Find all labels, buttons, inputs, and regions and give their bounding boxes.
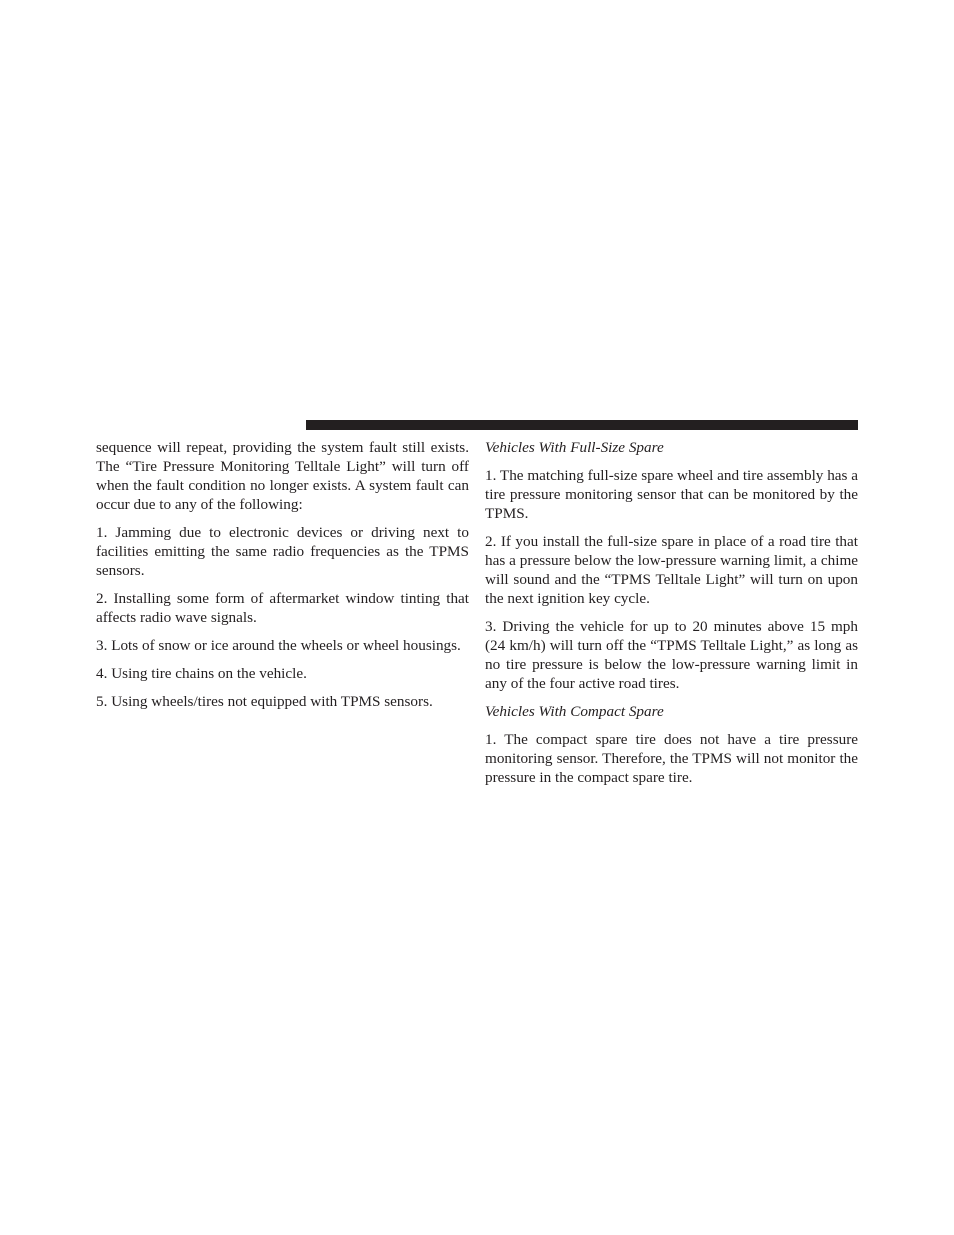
left-column bbox=[96, 438, 469, 720]
list-item-jamming: 1. Jamming due to electronic devices or driving next to facilities emitting the same radio frequencies as the TPMS sensors. bbox=[96, 524, 469, 579]
list-item-driving-telltale-off: 3. Driving the vehicle for up to 20 minutes above 15 mph (24 km/h) will turn off the “TPMS Telltale Light,” as long as no tire pressure is below the low-pressure warning limit in any of the four active road tires. bbox=[485, 618, 858, 692]
paragraph-system-fault: sequence will repeat, providing the system fault still exists. The “Tire Pressure Monitoring Telltale Light” will turn off when the fault condition no longer exists. A system fault can occur due to any of the following: bbox=[96, 439, 469, 513]
list-item-full-size-install: 2. If you install the full-size spare in place of a road tire that has a pressure below the low-pressure warning limit, a chime will sound and the “TPMS Telltale Light” will turn on upon the next ignition key cycle. bbox=[485, 533, 858, 607]
list-item-full-size-sensor: 1. The matching full-size spare wheel and tire assembly has a tire pressure monitoring sensor that can be monitored by the TPMS. bbox=[485, 467, 858, 522]
list-item-window-tinting: 2. Installing some form of aftermarket window tinting that affects radio wave signals. bbox=[96, 590, 469, 626]
section-header-bar bbox=[306, 420, 858, 430]
right-column bbox=[485, 438, 858, 796]
heading-full-size-spare: Vehicles With Full-Size Spare bbox=[485, 439, 664, 456]
list-item-compact-no-sensor: 1. The compact spare tire does not have a tire pressure monitoring sensor. Therefore, the TPMS will not monitor the pressure in the compact spare tire. bbox=[485, 731, 858, 786]
heading-compact-spare: Vehicles With Compact Spare bbox=[485, 703, 664, 720]
list-item-tire-chains: 4. Using tire chains on the vehicle. bbox=[96, 665, 307, 682]
list-item-snow-ice: 3. Lots of snow or ice around the wheels or wheel housings. bbox=[96, 637, 461, 654]
list-item-wheels-without-sensors: 5. Using wheels/tires not equipped with TPMS sensors. bbox=[96, 693, 433, 710]
